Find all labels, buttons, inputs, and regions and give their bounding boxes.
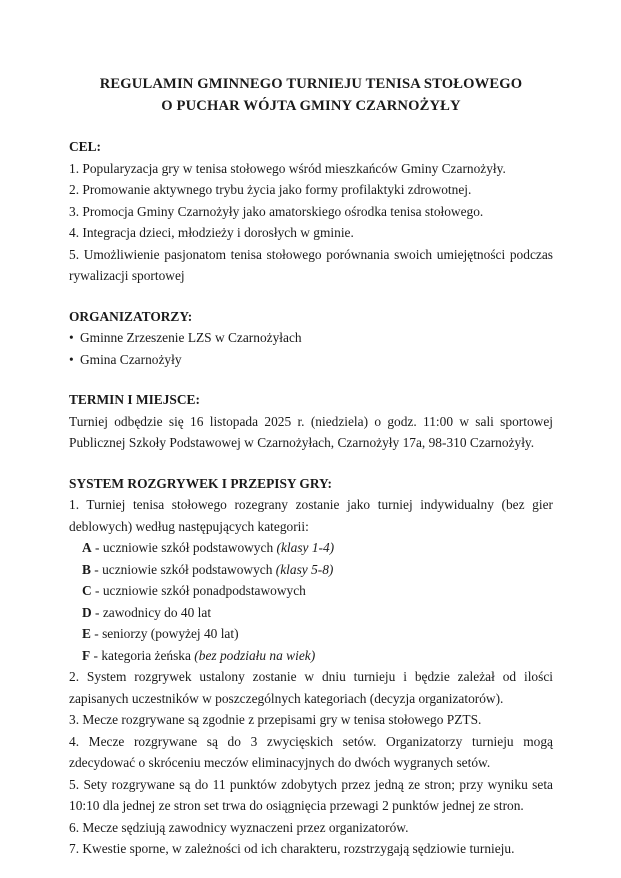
organizator-label: Gmina Czarnożyły bbox=[80, 351, 182, 367]
category-note: (klasy 5-8) bbox=[275, 561, 334, 577]
document-title-line-1: REGULAMIN GMINNEGO TURNIEJU TENISA STOŁOWEGO bbox=[99, 76, 523, 92]
system-rule-3: 3. Mecze rozgrywane są zgodnie z przepisami gry w tenisa stołowego PZTS. bbox=[69, 712, 482, 727]
category-item-b bbox=[69, 559, 553, 581]
system-rule-5: 5. Sety rozgrywane są do 11 punktów zdobytych przez jedną ze stron; przy wyniku seta 10:10 dla jednej ze stron set trwa do osiągnięcia przewagi 2 punktów jednej ze stron. bbox=[69, 776, 553, 813]
category-letter: A bbox=[82, 540, 92, 555]
cel-item-3: 3. Promocja Gminy Czarnożyły jako amatorskiego ośrodka tenisa stołowego. bbox=[69, 203, 484, 219]
category-note: (klasy 1-4) bbox=[276, 540, 335, 555]
section-heading-termin: TERMIN I MIEJSCE: bbox=[69, 392, 200, 407]
cel-item-2: 2. Promowanie aktywnego trybu życia jako formy profilaktyki zdrowotnej. bbox=[69, 182, 472, 197]
category-item-d bbox=[69, 602, 553, 624]
bullet-icon: • bbox=[69, 351, 74, 367]
document-content bbox=[69, 0, 553, 860]
category-text: - zawodnicy do 40 lat bbox=[91, 604, 212, 620]
category-text: - kategoria żeńska bbox=[90, 647, 195, 663]
category-text: - uczniowie szkół ponadpodstawowych bbox=[91, 583, 306, 598]
category-letter: E bbox=[82, 626, 91, 641]
section-heading-cel: CEL: bbox=[69, 139, 101, 154]
category-text: - uczniowie szkół podstawowych bbox=[91, 540, 277, 555]
category-note: (bez podziału na wiek) bbox=[194, 647, 316, 663]
category-item-c bbox=[69, 580, 553, 602]
system-rule-7: 7. Kwestie sporne, w zależności od ich charakteru, rozstrzygają sędziowie turnieju. bbox=[69, 841, 515, 856]
document-title bbox=[69, 0, 553, 117]
section-cel bbox=[69, 136, 553, 287]
category-text: - seniorzy (powyżej 40 lat) bbox=[90, 626, 239, 641]
section-system bbox=[69, 473, 553, 860]
category-item-a bbox=[69, 537, 553, 559]
category-letter: F bbox=[82, 647, 91, 663]
cel-item-1: 1. Popularyzacja gry w tenisa stołowego wśród mieszkańców Gminy Czarnożyły. bbox=[69, 160, 506, 176]
termin-paragraph: Turniej odbędzie się 16 listopada 2025 r. (niedziela) o godz. 11:00 w sali sportowej Publicznej Szkoły Podstawowej w Czarnożyłach, Czarnożyły 17a, 98-310 Czarnożyły. bbox=[69, 413, 553, 450]
system-rule-1: 1. Turniej tenisa stołowego rozegrany zostanie jako turniej indywidualny (bez gier deblowych) według następujących kategorii: bbox=[69, 497, 553, 534]
category-text: - uczniowie szkół podstawowych bbox=[90, 561, 276, 577]
cel-item-4: 4. Integracja dzieci, młodzieży i dorosłych w gminie. bbox=[69, 225, 354, 240]
cel-item-5: 5. Umożliwienie pasjonatom tenisa stołowego porównania swoich umiejętności podczas rywalizacji sportowej bbox=[69, 246, 553, 283]
system-rule-6: 6. Mecze sędziują zawodnicy wyznaczeni przez organizatorów. bbox=[69, 819, 409, 835]
document-title-line-2: O PUCHAR WÓJTA GMINY CZARNOŻYŁY bbox=[161, 97, 461, 114]
category-letter: D bbox=[82, 604, 92, 620]
section-termin bbox=[69, 389, 553, 454]
section-heading-organizatorzy: ORGANIZATORZY: bbox=[69, 308, 193, 324]
section-organizatorzy bbox=[69, 306, 553, 371]
system-rule-4: 4. Mecze rozgrywane są do 3 zwycięskich setów. Organizatorzy turnieju mogą zdecydować o skróceniu meczów eliminacyjnych do dwóch wygranych setów. bbox=[69, 733, 553, 770]
category-item-f bbox=[69, 645, 553, 667]
category-letter: C bbox=[82, 583, 92, 598]
category-item-e bbox=[69, 623, 553, 645]
organizator-item bbox=[69, 327, 553, 349]
system-rule-2: 2. System rozgrywek ustalony zostanie w dniu turnieju i będzie zależał od ilości zapisanych uczestników w poszczególnych kategoriach (decyzja organizatorów). bbox=[69, 669, 553, 706]
organizator-label: Gminne Zrzeszenie LZS w Czarnożyłach bbox=[80, 330, 302, 345]
category-letter: B bbox=[82, 561, 91, 577]
section-heading-system: SYSTEM ROZGRYWEK I PRZEPISY GRY: bbox=[69, 475, 332, 491]
bullet-icon: • bbox=[69, 330, 74, 345]
organizator-item bbox=[69, 349, 553, 371]
